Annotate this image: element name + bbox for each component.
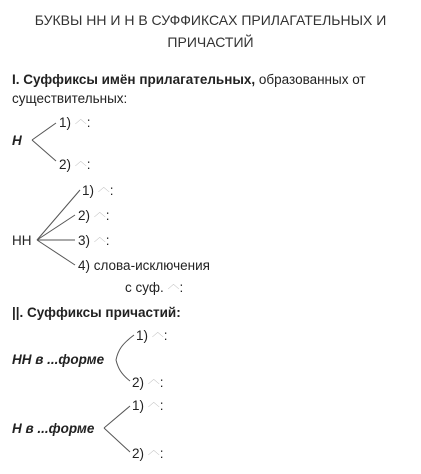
- nn-item-3-colon: :: [105, 233, 110, 248]
- n-item-2-number: 2): [59, 157, 72, 172]
- caret-icon: ︿: [167, 277, 180, 291]
- branch-nnform-1: [116, 335, 134, 360]
- page-title-line1: БУКВЫ НН И Н В СУФФИКСАХ ПРИЛАГАТЕЛЬНЫХ И: [34, 12, 387, 28]
- page-title-line2: ПРИЧАСТИЙ: [167, 34, 254, 50]
- n-item-2: [59, 154, 91, 173]
- nn-item-2: [78, 205, 110, 224]
- branch-n-1: [32, 123, 56, 140]
- n-item-1-number: 1): [59, 115, 72, 130]
- section1-heading-bold: I. Суффиксы имён прилагательных,: [12, 72, 256, 87]
- section1-heading-rest: образованных от: [255, 72, 366, 87]
- n-label: Н: [12, 133, 22, 148]
- caret-icon: ︿: [151, 325, 164, 339]
- nn-form-item-2-colon: :: [159, 375, 164, 390]
- caret-icon: ︿: [97, 180, 110, 194]
- nn-form-item-1-colon: :: [163, 328, 168, 343]
- nn-item-3: [78, 230, 110, 249]
- nn-item-1-colon: :: [109, 183, 114, 198]
- nn-item-1-number: 1): [82, 183, 95, 198]
- caret-icon: ︿: [93, 205, 106, 219]
- n-form-item-1-number: 1): [132, 398, 145, 413]
- section1-heading-cont: существительных:: [12, 91, 128, 106]
- caret-icon: ︿: [74, 154, 87, 168]
- n-form-item-1-colon: :: [159, 398, 164, 413]
- n-form-label: Н в ...форме: [12, 421, 95, 436]
- nn-item-4: 4) слова-исключения: [78, 258, 210, 273]
- branch-nnform-2: [116, 360, 130, 381]
- n-item-1: [59, 112, 91, 131]
- n-form-item-1: [132, 395, 164, 414]
- caret-icon: ︿: [74, 112, 87, 126]
- nn-form-item-1-number: 1): [136, 328, 149, 343]
- nn-item-2-colon: :: [105, 208, 110, 223]
- branch-nform-1: [104, 406, 130, 428]
- nn-item-4-colon: :: [179, 280, 184, 295]
- branch-n-2: [32, 140, 56, 161]
- nn-form-item-2-number: 2): [132, 375, 145, 390]
- caret-icon: ︿: [147, 395, 160, 409]
- caret-icon: ︿: [93, 230, 106, 244]
- nn-form-item-1: [136, 325, 168, 344]
- nn-item-4-cont: [125, 277, 184, 296]
- nn-item-4-suffix-text: с суф.: [125, 280, 164, 295]
- nn-form-item-2: [132, 372, 164, 391]
- section1-heading: [12, 72, 366, 88]
- nn-form-label: НН в ...форме: [12, 352, 105, 367]
- branch-nform-2: [104, 428, 130, 452]
- n-item-2-colon: :: [86, 157, 91, 172]
- n-form-item-2-colon: :: [159, 446, 164, 461]
- caret-icon: ︿: [147, 443, 160, 457]
- nn-item-1: [82, 180, 114, 199]
- nn-item-3-number: 3): [78, 233, 91, 248]
- n-item-1-colon: :: [86, 115, 91, 130]
- branch-nn-4: [37, 240, 75, 265]
- branch-nn-2: [37, 215, 75, 240]
- nn-label: НН: [12, 233, 32, 248]
- page-title: [0, 9, 421, 53]
- nn-item-2-number: 2): [78, 208, 91, 223]
- n-form-item-2-number: 2): [132, 446, 145, 461]
- section2-heading: ||. Суффиксы причастий:: [12, 305, 181, 320]
- branch-nn-1: [37, 190, 80, 240]
- n-form-item-2: [132, 443, 164, 462]
- caret-icon: ︿: [147, 372, 160, 386]
